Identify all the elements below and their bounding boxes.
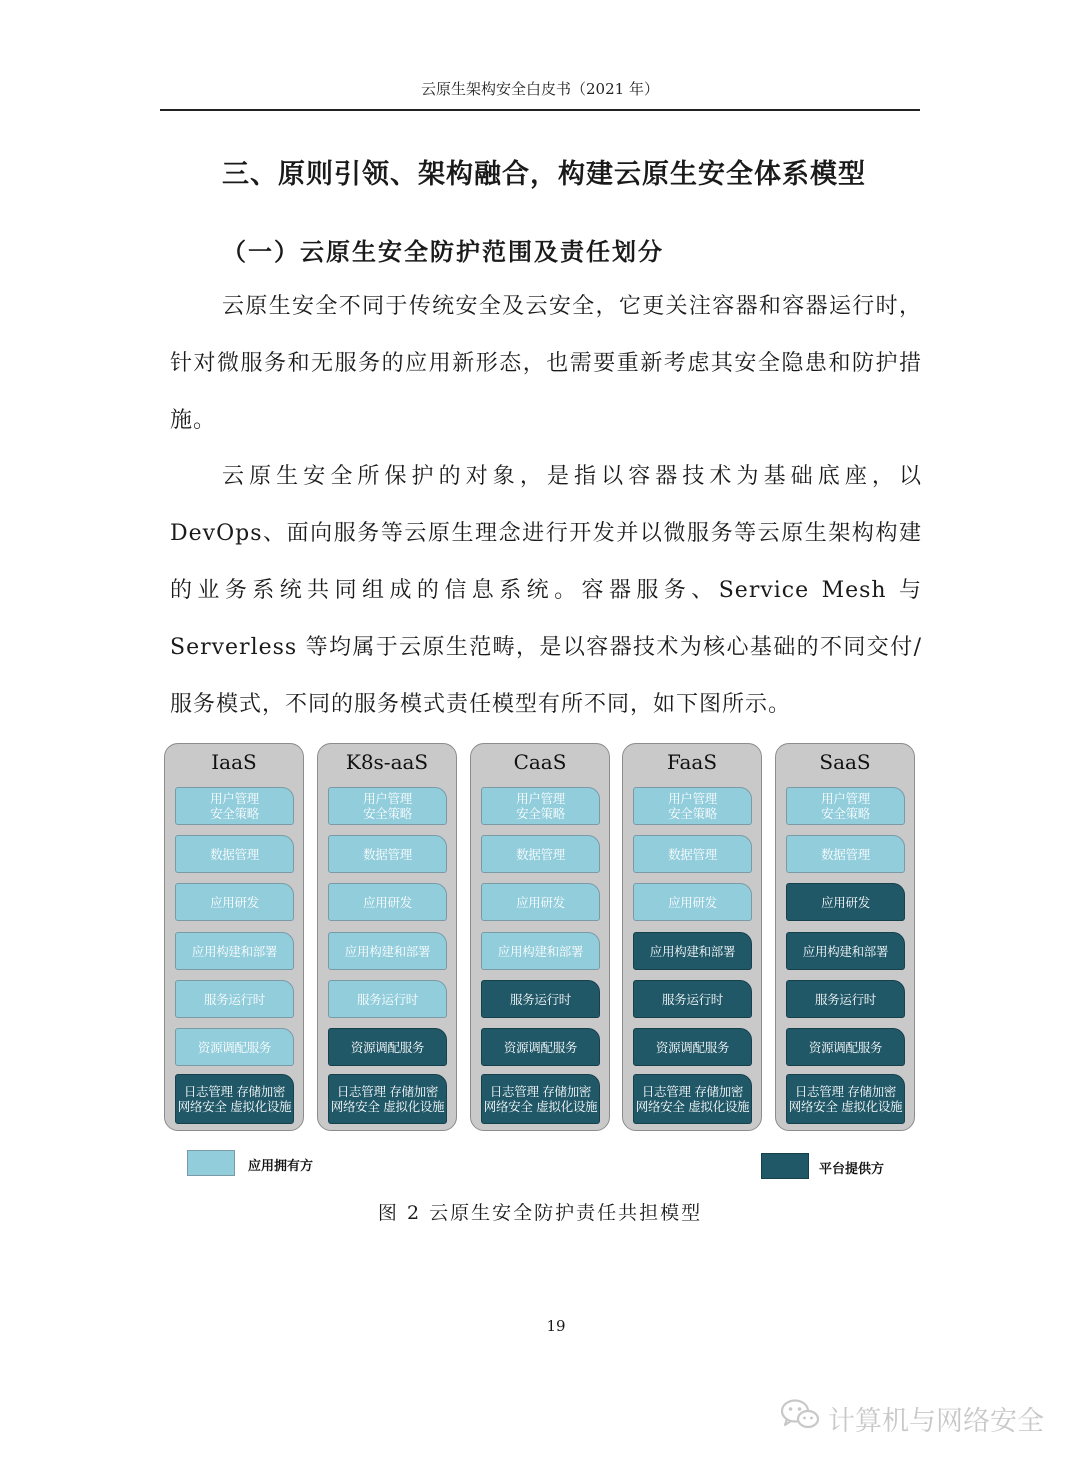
model-column-caas: [470, 743, 610, 1131]
responsibility-diagram: [164, 743, 916, 1133]
layer-box: 应用研发: [481, 883, 600, 921]
legend-swatch-platform-provider: [761, 1153, 809, 1179]
layer-box: 应用构建和部署: [175, 932, 294, 970]
paragraph-2: 云原生安全所保护的对象，是指以容器技术为基础底座，以 DevOps、面向服务等云原生理念进行开发并以微服务等云原生架构构建的业务系统共同组成的信息系统。容器服务、Service Mesh 与 Serverless 等均属于云原生范畴，是以容器技术为核心基础的不同交付/服务模式，不同的服务模式责任模型有所不同，如下图所示。: [170, 464, 922, 717]
figure-caption: 图 2 云原生安全防护责任共担模型: [377, 1202, 703, 1224]
page-number: 19: [546, 1317, 566, 1335]
layer-box: 服务运行时: [175, 980, 294, 1018]
layer-box: 用户管理 安全策略: [328, 787, 447, 825]
header-rule: [160, 109, 920, 111]
layer-box: 应用研发: [786, 883, 905, 921]
layer-box: 应用研发: [328, 883, 447, 921]
layer-box: 数据管理: [175, 835, 294, 873]
column-title: CaaS: [513, 750, 567, 774]
column-title: K8s-aaS: [345, 750, 429, 774]
layer-box: 资源调配服务: [175, 1028, 294, 1066]
column-title: FaaS: [666, 750, 718, 774]
layer-box: 服务运行时: [328, 980, 447, 1018]
column-title: IaaS: [211, 750, 257, 774]
layer-box: 数据管理: [481, 835, 600, 873]
legend-label-app-owner: 应用拥有方: [248, 1159, 314, 1174]
layer-box: 日志管理 存储加密 网络安全 虚拟化设施: [328, 1074, 447, 1124]
layer-box: 资源调配服务: [481, 1028, 600, 1066]
layer-box: 用户管理 安全策略: [481, 787, 600, 825]
layer-box: 应用研发: [175, 883, 294, 921]
layer-box: 日志管理 存储加密 网络安全 虚拟化设施: [633, 1074, 752, 1124]
watermark: [780, 1398, 1044, 1439]
running-header: 云原生架构安全白皮书（2021 年）: [421, 80, 659, 98]
model-column-k8s-aas: [317, 743, 457, 1131]
section-title: 三、原则引领、架构融合，构建云原生安全体系模型: [222, 159, 866, 190]
wechat-icon: [780, 1398, 820, 1439]
layer-box: 应用构建和部署: [633, 932, 752, 970]
model-column-saas: [775, 743, 915, 1131]
layer-box: 服务运行时: [633, 980, 752, 1018]
layer-box: 数据管理: [328, 835, 447, 873]
layer-box: 用户管理 安全策略: [175, 787, 294, 825]
column-title: SaaS: [819, 750, 871, 774]
layer-box: 应用构建和部署: [328, 932, 447, 970]
model-column-faas: [622, 743, 762, 1131]
layer-box: 应用研发: [633, 883, 752, 921]
layer-box: 应用构建和部署: [481, 932, 600, 970]
legend-label-platform-provider: 平台提供方: [819, 1162, 885, 1177]
layer-box: 数据管理: [633, 835, 752, 873]
legend-swatch-app-owner: [187, 1150, 235, 1176]
model-column-iaas: [164, 743, 304, 1131]
layer-box: 应用构建和部署: [786, 932, 905, 970]
layer-box: 数据管理: [786, 835, 905, 873]
layer-box: 服务运行时: [786, 980, 905, 1018]
layer-box: 日志管理 存储加密 网络安全 虚拟化设施: [175, 1074, 294, 1124]
watermark-text: 计算机与网络安全: [828, 1406, 1044, 1437]
layer-box: 日志管理 存储加密 网络安全 虚拟化设施: [786, 1074, 905, 1124]
layer-box: 服务运行时: [481, 980, 600, 1018]
layer-box: 资源调配服务: [328, 1028, 447, 1066]
layer-box: 用户管理 安全策略: [633, 787, 752, 825]
layer-box: 资源调配服务: [786, 1028, 905, 1066]
layer-box: 用户管理 安全策略: [786, 787, 905, 825]
paragraph-1: 云原生安全不同于传统安全及云安全，它更关注容器和容器运行时，针对微服务和无服务的应用新形态，也需要重新考虑其安全隐患和防护措施。: [170, 294, 922, 433]
subsection-title: （一）云原生安全防护范围及责任划分: [222, 237, 664, 266]
layer-box: 日志管理 存储加密 网络安全 虚拟化设施: [481, 1074, 600, 1124]
layer-box: 资源调配服务: [633, 1028, 752, 1066]
